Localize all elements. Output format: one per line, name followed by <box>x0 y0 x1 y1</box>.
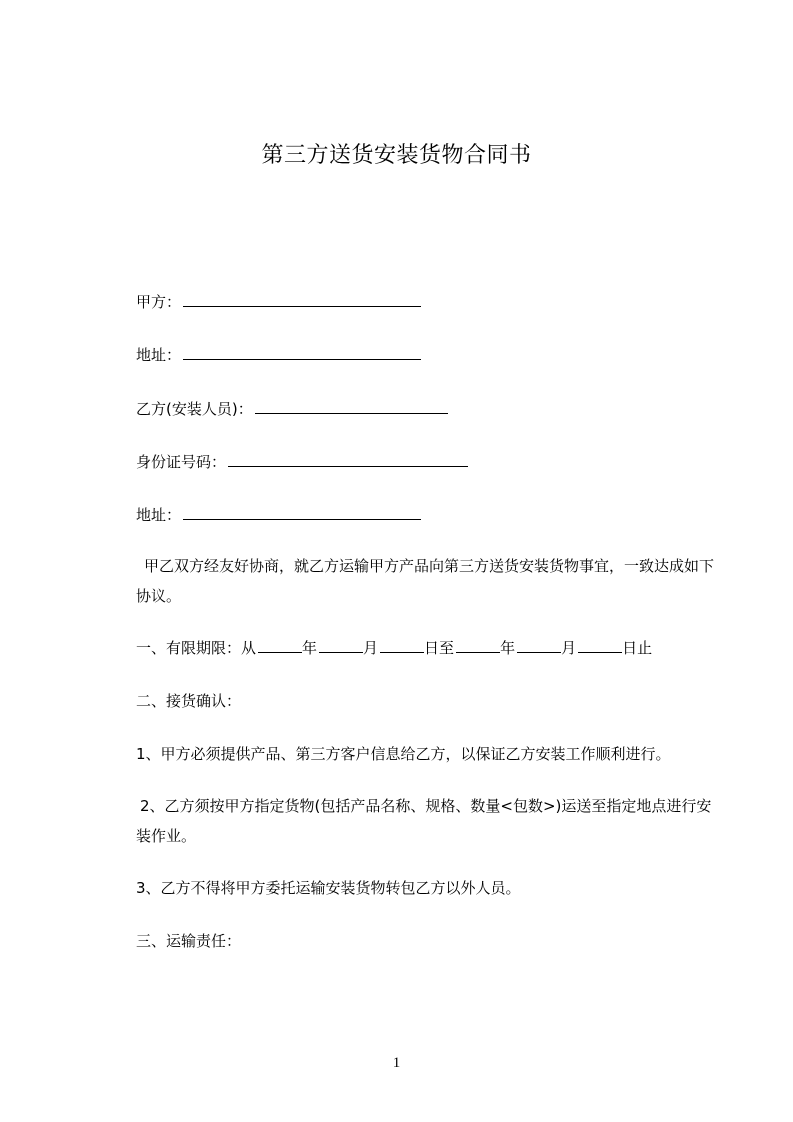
id-number-line <box>136 451 468 473</box>
term-line <box>136 637 652 659</box>
address-a-line <box>136 344 421 366</box>
term-day-from-label: 日至 <box>424 639 455 657</box>
term-year-to-label: 年 <box>500 639 516 657</box>
document-title: 第三方送货安装货物合同书 <box>261 143 532 168</box>
id-number-blank[interactable] <box>228 452 468 467</box>
term-month-to-label: 月 <box>561 639 577 657</box>
intro-paragraph: 甲乙双方经友好协商，就乙方运输甲方产品向第三方送货安装货物事宜，一致达成如下协议。 <box>136 557 715 605</box>
item-1: 1、甲方必须提供产品、第三方客户信息给乙方，以保证乙方安装工作顺利进行。 <box>136 745 671 763</box>
section-3-heading: 三、运输责任： <box>136 932 242 950</box>
address-b-blank[interactable] <box>183 505 421 520</box>
id-number-label: 身份证号码： <box>136 453 227 471</box>
party-a-label: 甲方： <box>136 293 182 311</box>
term-year-from-label: 年 <box>302 639 318 657</box>
term-year-to-blank[interactable] <box>456 638 500 653</box>
term-year-from-blank[interactable] <box>258 638 302 653</box>
party-a-line <box>136 291 421 313</box>
party-b-line <box>136 398 448 420</box>
address-a-blank[interactable] <box>183 345 421 360</box>
item-2: 2、乙方须按甲方指定货物(包括产品名称、规格、数量<包数>)运送至指定地点进行安装作业。 <box>136 797 712 845</box>
party-b-blank[interactable] <box>255 399 448 414</box>
term-day-from-blank[interactable] <box>380 638 424 653</box>
page-number: 1 <box>392 1055 401 1071</box>
term-prefix: 一、有限期限：从 <box>136 639 257 657</box>
section-2-heading: 二、接货确认： <box>136 692 242 710</box>
party-b-label: 乙方(安装人员)： <box>136 400 253 418</box>
term-month-from-label: 月 <box>363 639 379 657</box>
address-b-label: 地址： <box>136 506 182 524</box>
item-3: 3、乙方不得将甲方委托运输安装货物转包乙方以外人员。 <box>136 879 521 897</box>
address-b-line <box>136 504 421 526</box>
term-month-to-blank[interactable] <box>517 638 561 653</box>
party-a-blank[interactable] <box>183 292 421 307</box>
address-a-label: 地址： <box>136 346 182 364</box>
term-day-to-blank[interactable] <box>578 638 622 653</box>
term-day-to-label: 日止 <box>622 639 653 657</box>
term-month-from-blank[interactable] <box>319 638 363 653</box>
